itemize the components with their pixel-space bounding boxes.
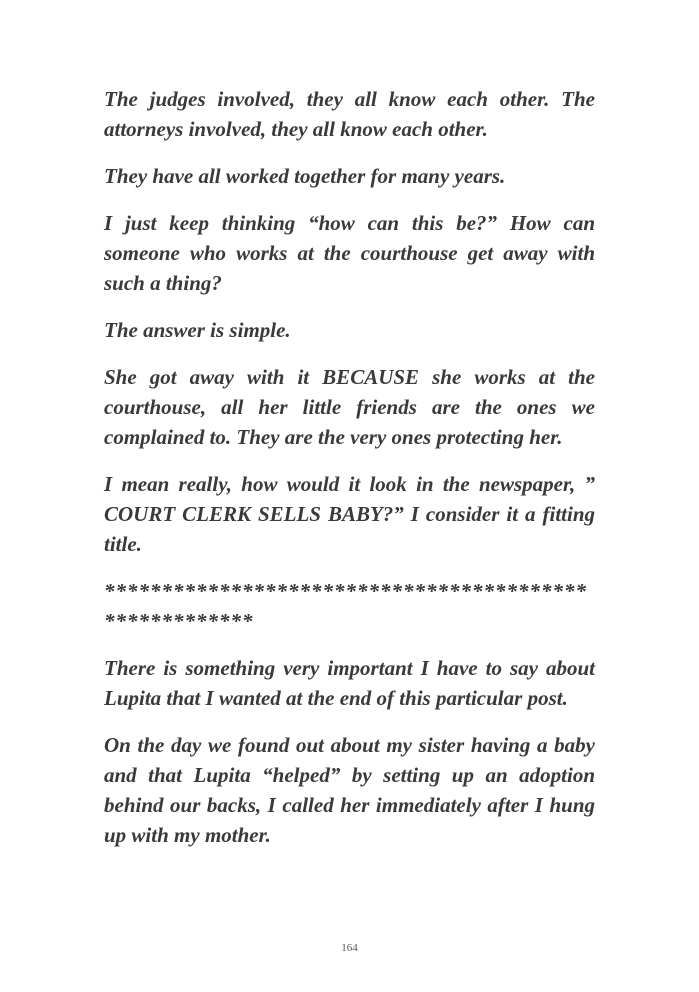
page-number: 164 — [341, 942, 358, 954]
paragraph-important: There is something very important I have to say about Lupita that I wanted at the end of this particular post. — [104, 656, 595, 710]
page-body — [104, 84, 595, 867]
paragraph-on-the-day: On the day we found out about my sister having a baby and that Lupita “helped” by setting up an adoption behind our backs, I called her immediately after I hung up with my mother. — [104, 733, 595, 847]
paragraph-judges: The judges involved, they all know each other. The attorneys involved, they all know each other. — [104, 87, 595, 141]
paragraph-newspaper: I mean really, how would it look in the newspaper, ” COURT CLERK SELLS BABY?” I consider it a fitting title. — [104, 472, 595, 556]
paragraph-answer-simple: The answer is simple. — [104, 318, 291, 342]
paragraph-how-can-this-be: I just keep thinking “how can this be?” How can someone who works at the courthouse get away with such a thing? — [104, 211, 595, 295]
section-divider: ******************************************************* — [104, 579, 587, 633]
paragraph-worked-together: They have all worked together for many years. — [104, 164, 506, 188]
paragraph-because: She got away with it BECAUSE she works at the courthouse, all her little friends are the ones we complained to. They are the very ones protecting her. — [104, 365, 595, 449]
